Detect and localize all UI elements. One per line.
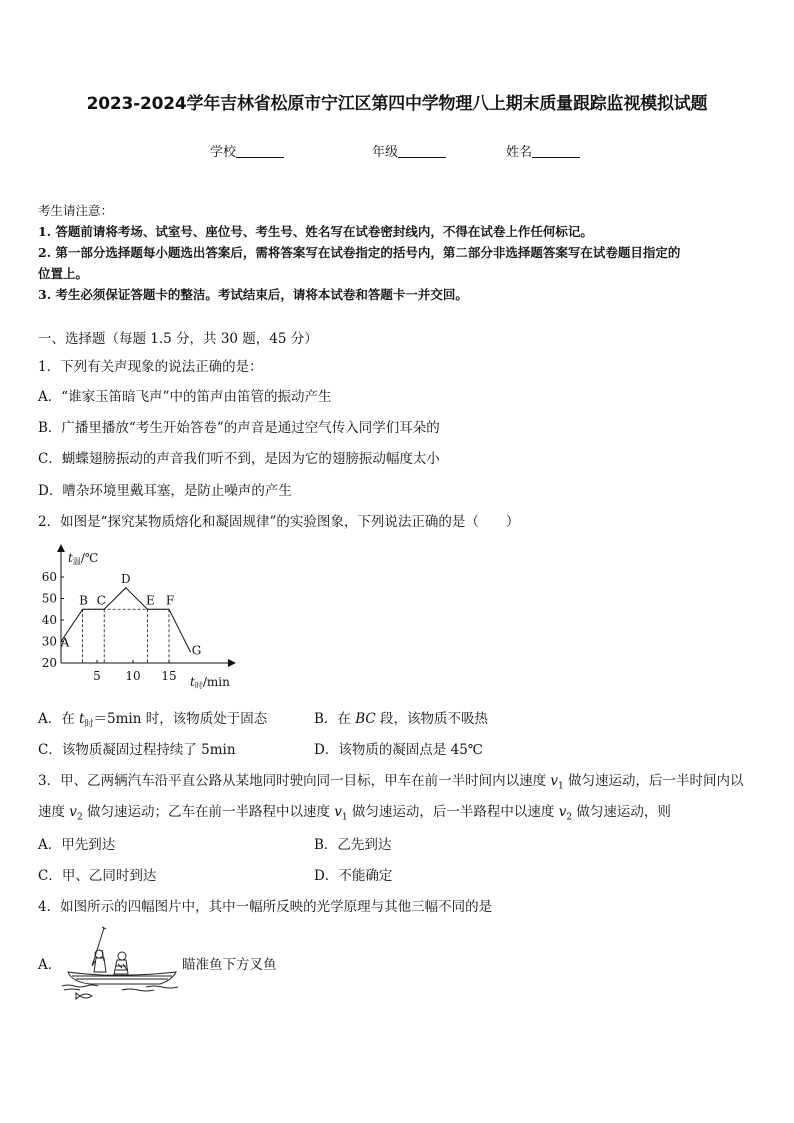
school-label: 学校: [210, 145, 237, 160]
name-blank: [532, 145, 580, 158]
point-label-a: A: [60, 635, 70, 650]
melting-curve-chart: [38, 542, 248, 692]
q2-stem: 2．如图是“探究某物质熔化和凝固规律”的实验图象，下列说法正确的是（ ）: [38, 514, 520, 530]
notice-item-2-cont: 位置上。: [38, 266, 89, 281]
notice-item-2: 2. 第一部分选择题每小题选出答案后，需将答案写在试卷指定的括号内，第二部分非选择题答案写在试卷题目指定的: [38, 245, 681, 260]
y-tick-label: 50: [41, 591, 57, 606]
point-label-e: E: [146, 593, 155, 608]
x-axis-label: t时/min: [190, 675, 230, 690]
point-label-g: G: [191, 643, 202, 658]
notice-heading: 考生请注意：: [38, 203, 114, 218]
y-tick-label: 60: [41, 570, 57, 584]
q2-option-b[interactable]: B．在 BC 段，该物质不吸热: [314, 711, 489, 727]
point-label-d: D: [120, 571, 131, 586]
name-field[interactable]: [506, 141, 580, 160]
q3-stem-line-1: 3．甲、乙两辆汽车沿平直公路从某地同时驶向同一目标，甲车在前一半时间内以速度 $v_1$ 做匀速运动，后一半时间内以: [38, 773, 744, 792]
x-tick-label: 5: [93, 669, 101, 683]
q2-option-d[interactable]: D．该物质的凝固点是 45℃: [314, 742, 483, 758]
q1-option-d[interactable]: D．嘈杂环境里戴耳塞，是防止噪声的产生: [38, 483, 292, 499]
grade-label: 年级: [372, 145, 399, 160]
q1-option-c[interactable]: C．蝴蝶翅膀振动的声音我们听不到，是因为它的翅膀振动幅度太小: [38, 451, 440, 467]
notice-item-1: 1. 答题前请将考场、试室号、座位号、考生号、姓名写在试卷密封线内，不得在试卷上作任何标记。: [38, 224, 593, 239]
q3-option-b[interactable]: B．乙先到达: [314, 837, 392, 853]
q1-option-b[interactable]: B．广播里播放“考生开始答卷”的声音是通过空气传入同学们耳朵的: [38, 420, 440, 436]
page-title: 2023-2024学年吉林省松原市宁江区第四中学物理八上期末质量跟踪监视模拟试题: [86, 94, 708, 114]
school-field[interactable]: [210, 141, 284, 160]
q1-option-a[interactable]: A．“谁家玉笛暗飞声”中的笛声由笛管的振动产生: [38, 389, 332, 405]
school-blank: [236, 145, 284, 158]
x-tick-label: 15: [161, 669, 177, 683]
q2-option-a[interactable]: A．在 $t_时=5\min$ 时，该物质处于固态: [38, 711, 268, 730]
x-tick-label: 10: [125, 669, 141, 683]
point-label-f: F: [165, 593, 175, 608]
notice-item-3: 3. 考生必须保证答题卡的整洁。考试结束后，请将本试卷和答题卡一并交回。: [38, 287, 468, 302]
point-label-c: C: [96, 593, 106, 608]
q3-option-d[interactable]: D．不能确定: [314, 868, 393, 884]
q3-stem-line-2: 速度 $v_2$ 做匀速运动；乙车在前一半路程中以速度 $v_1$ 做匀速运动，后一半路程中以速度 $v_2$ 做匀速运动，则: [38, 804, 671, 823]
q4-stem: 4．如图所示的四幅图片中，其中一幅所反映的光学原理与其他三幅不同的是: [38, 899, 493, 915]
name-label: 姓名: [506, 145, 533, 160]
grade-blank: [398, 145, 446, 158]
q3-option-a[interactable]: A．甲先到达: [38, 837, 116, 853]
q1-stem: 1．下列有关声现象的说法正确的是：: [38, 359, 263, 375]
y-tick-label: 20: [41, 656, 57, 670]
section-heading: 一、选择题（每题 1.5 分，共 30 题，45 分）: [38, 331, 318, 347]
q3-option-c[interactable]: C．甲、乙同时到达: [38, 868, 157, 884]
q4-option-a-label[interactable]: A．: [38, 957, 62, 973]
fishing-spear-illustration: [62, 926, 180, 1002]
point-label-b: B: [79, 593, 89, 608]
y-tick-label: 30: [41, 634, 57, 649]
y-tick-label: 40: [41, 613, 57, 627]
q4-option-a-caption: 瞄准鱼下方叉鱼: [182, 957, 277, 973]
grade-field[interactable]: [372, 141, 446, 160]
q2-option-c[interactable]: C．该物质凝固过程持续了 5min: [38, 742, 236, 758]
y-axis-label: t温/℃: [68, 551, 99, 566]
